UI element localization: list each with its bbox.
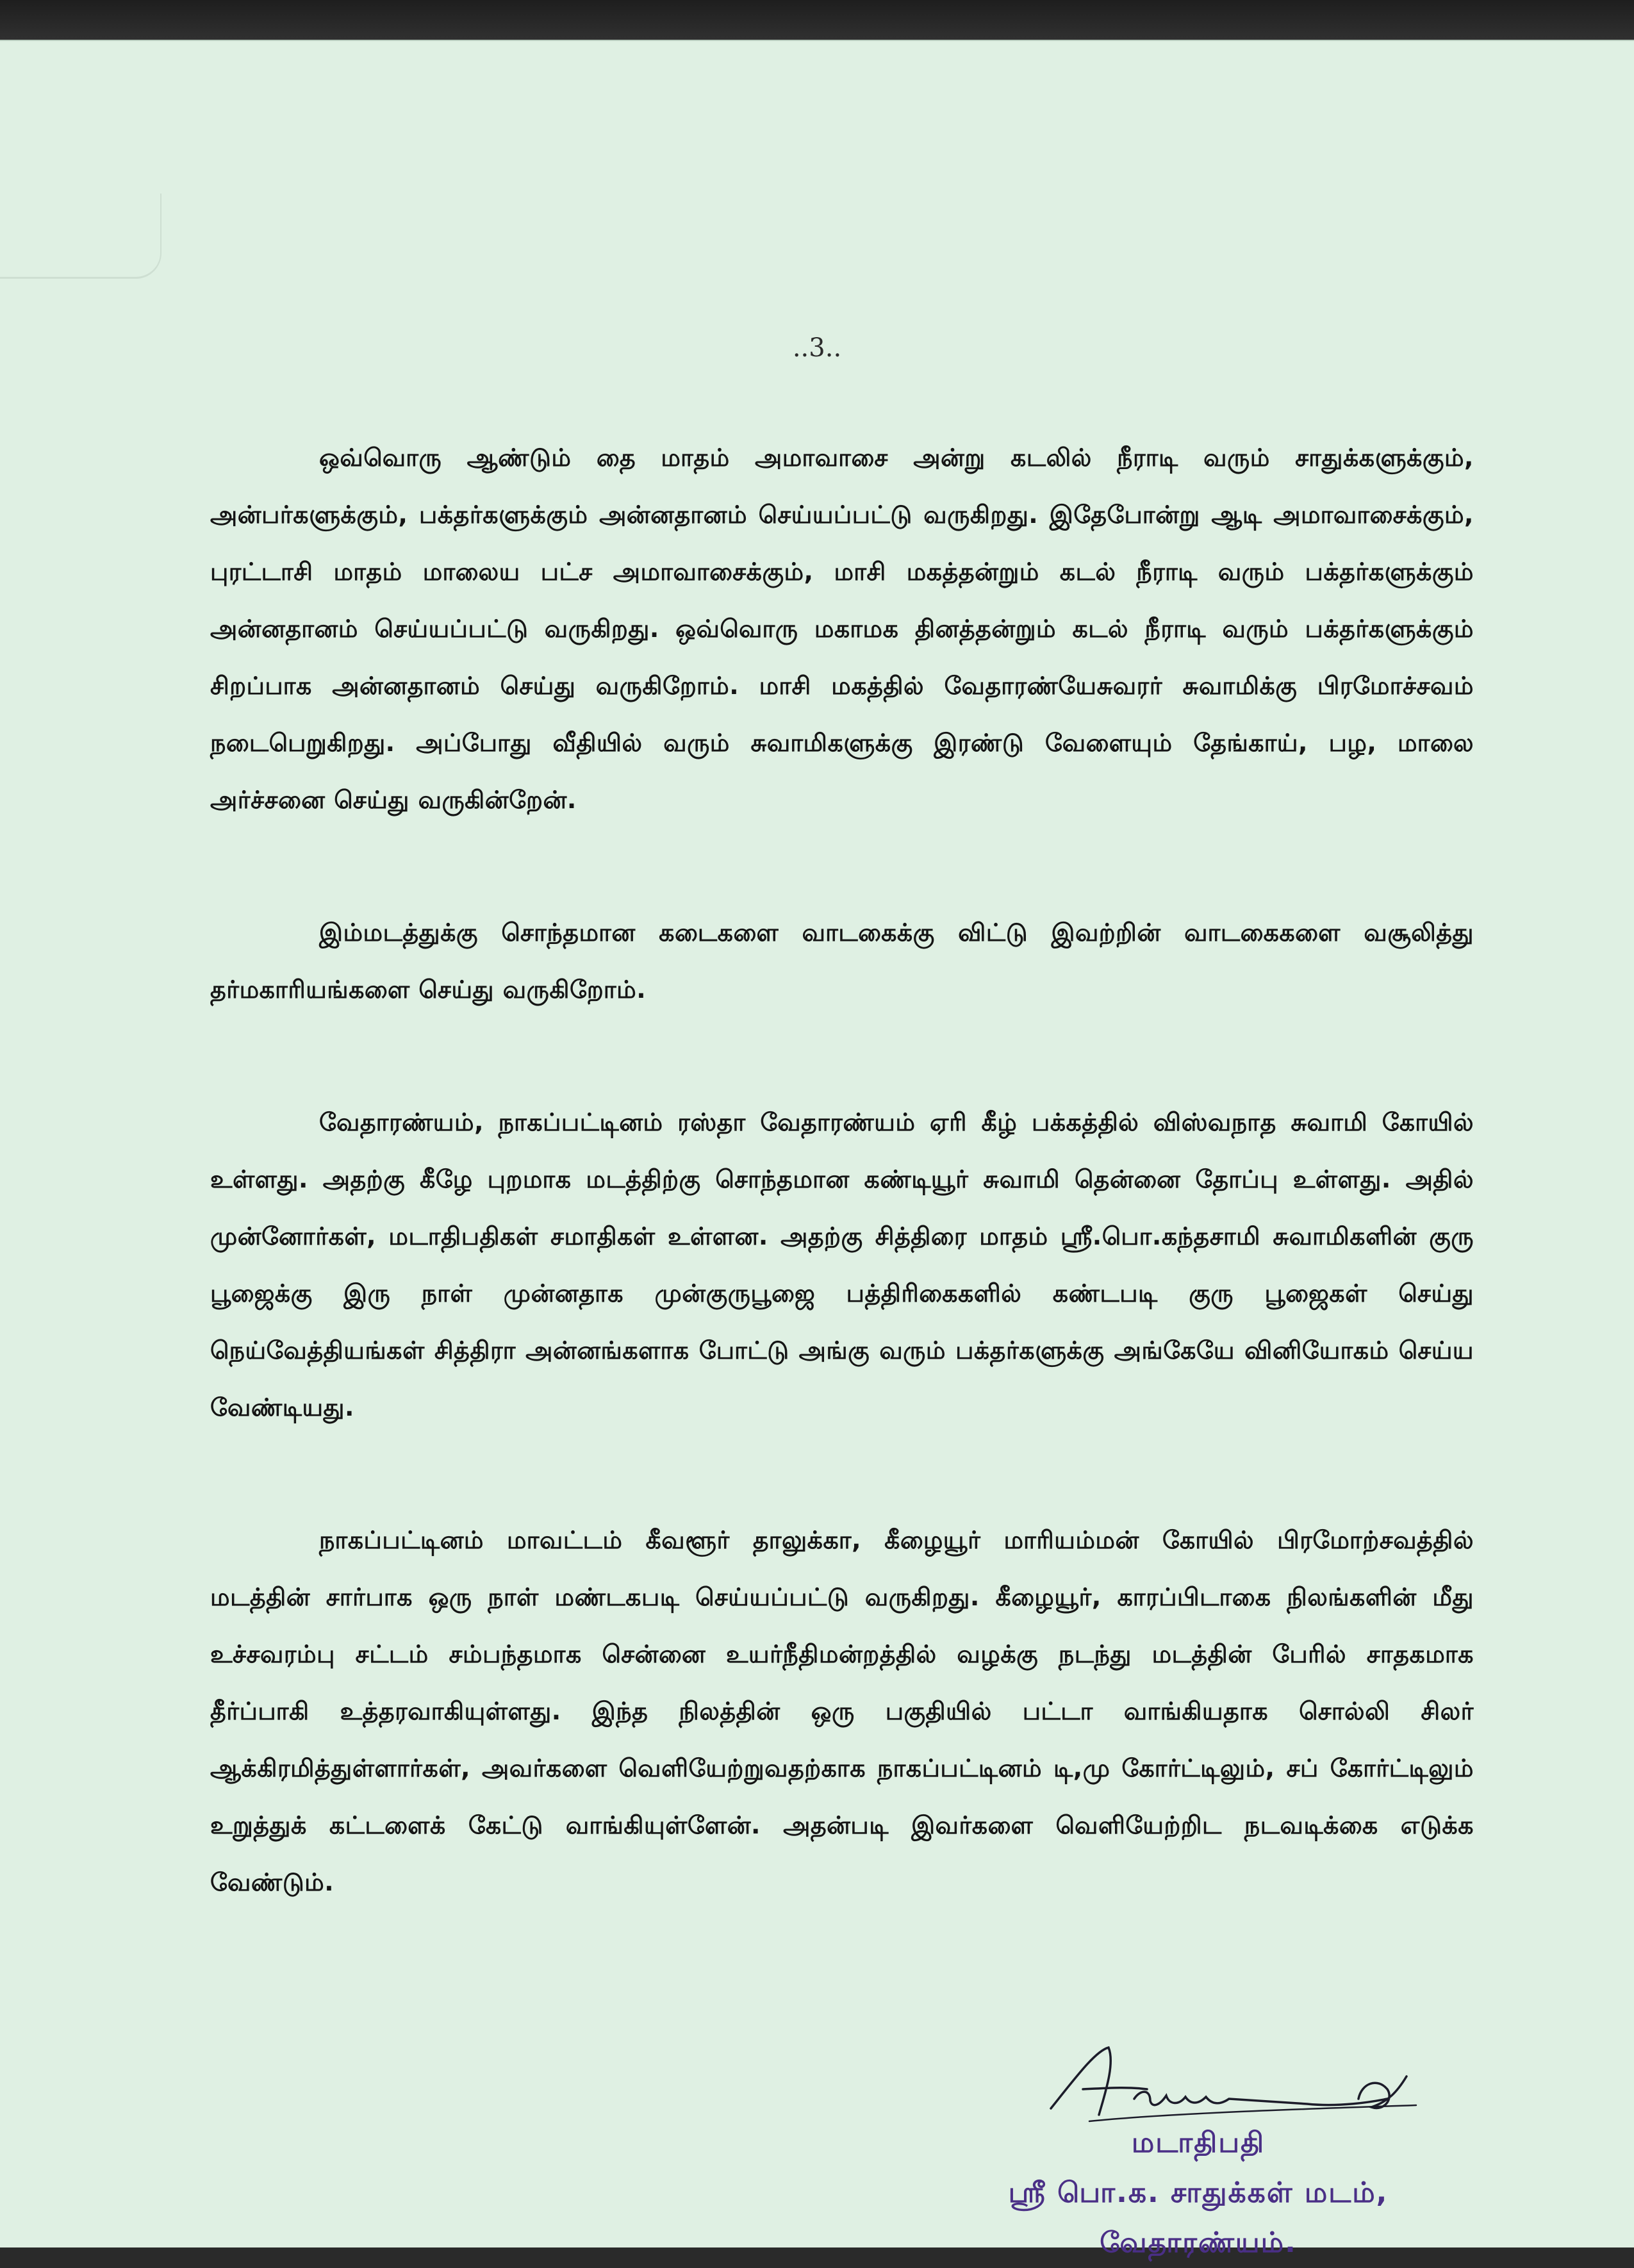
seal-place: வேதாரண்யம்.: [1100, 2226, 1297, 2259]
paper-fold-mark: [0, 194, 161, 279]
paragraph-shop-rent: இம்மடத்துக்கு சொந்தமான கடைகளை வாடகைக்கு விட்டு இவற்றின் வாடகைகளை வசூலித்து தர்மகாரியங்களை செய்து வருகிறோம்.: [210, 918, 1474, 1004]
official-seal: [948, 2118, 1448, 2268]
page-number: ..3..: [792, 333, 842, 363]
document-body: [210, 429, 1474, 1987]
paragraph-kandiyur-grove: வேதாரண்யம், நாகப்பட்டினம் ரஸ்தா வேதாரண்யம் ஏரி கீழ் பக்கத்தில் விஸ்வநாத சுவாமி கோயில் உள்ளது. அதற்கு கீழே புறமாக மடத்திற்கு சொந்தமான கண்டியூர் சுவாமி தென்னை தோப்பு உள்ளது. அதில் முன்னோர்கள், மடாதிபதிகள் சமாதிகள் உள்ளன. அதற்கு சித்திரை மாதம் ஸ்ரீ.பொ.கந்தசாமி சுவாமிகளின் குரு பூஜைக்கு இரு நாள் முன்னதாக முன்குருபூஜை பத்திரிகைகளில் கண்டபடி குரு பூஜைகள் செய்து நெய்வேத்தியங்கள் சித்திரா அன்னங்களாக போட்டு அங்கு வரும் பக்தர்களுக்கு அங்கேயே வினியோகம் செய்ய வேண்டியது.: [210, 1108, 1474, 1421]
seal-institution: ஸ்ரீ பொ.க. சாதுக்கள் மடம்,: [1008, 2176, 1389, 2209]
seal-title: மடாதிபதி: [1131, 2126, 1266, 2159]
paragraph-annadhanam: ஒவ்வொரு ஆண்டும் தை மாதம் அமாவாசை அன்று கடலில் நீராடி வரும் சாதுக்களுக்கும், அன்பர்களுக்கும், பக்தர்களுக்கும் அன்னதானம் செய்யப்பட்டு வருகிறது. இதேபோன்று ஆடி அமாவாசைக்கும், புரட்டாசி மாதம் மாலைய பட்ச அமாவாசைக்கும், மாசி மகத்தன்றும் கடல் நீராடி வரும் பக்தர்களுக்கும் அன்னதானம் செய்யப்பட்டு வருகிறது. ஒவ்வொரு மகாமக தினத்தன்றும் கடல் நீராடி வரும் பக்தர்களுக்கும் சிறப்பாக அன்னதானம் செய்து வருகிறோம். மாசி மகத்தில் வேதாரண்யேசுவரர் சுவாமிக்கு பிரமோச்சவம் நடைபெறுகிறது. அப்போது வீதியில் வரும் சுவாமிகளுக்கு இரண்டு வேளையும் தேங்காய், பழ, மாலை அர்ச்சனை செய்து வருகின்றேன்.: [210, 443, 1474, 814]
paragraph-keezhaiyur-lands: நாகப்பட்டினம் மாவட்டம் கீவளூர் தாலுக்கா, கீழையூர் மாரியம்மன் கோயில் பிரமோற்சவத்தில் மடத்தின் சார்பாக ஒரு நாள் மண்டகபடி செய்யப்பட்டு வருகிறது. கீழையூர், காரப்பிடாகை நிலங்களின் மீது உச்சவரம்பு சட்டம் சம்பந்தமாக சென்னை உயர்நீதிமன்றத்தில் வழக்கு நடந்து மடத்தின் பேரில் சாதகமாக தீர்ப்பாகி உத்தரவாகியுள்ளது. இந்த நிலத்தின் ஒரு பகுதியில் பட்டா வாங்கியதாக சொல்லி சிலர் ஆக்கிரமித்துள்ளார்கள், அவர்களை வெளியேற்றுவதற்காக நாகப்பட்டினம் டி,மு கோர்ட்டிலும், சப் கோர்ட்டிலும் உறுத்துக் கட்டளைக் கேட்டு வாங்கியுள்ளேன். அதன்படி இவர்களை வெளியேற்றிட நடவடிக்கை எடுக்க வேண்டும்.: [210, 1526, 1474, 1896]
